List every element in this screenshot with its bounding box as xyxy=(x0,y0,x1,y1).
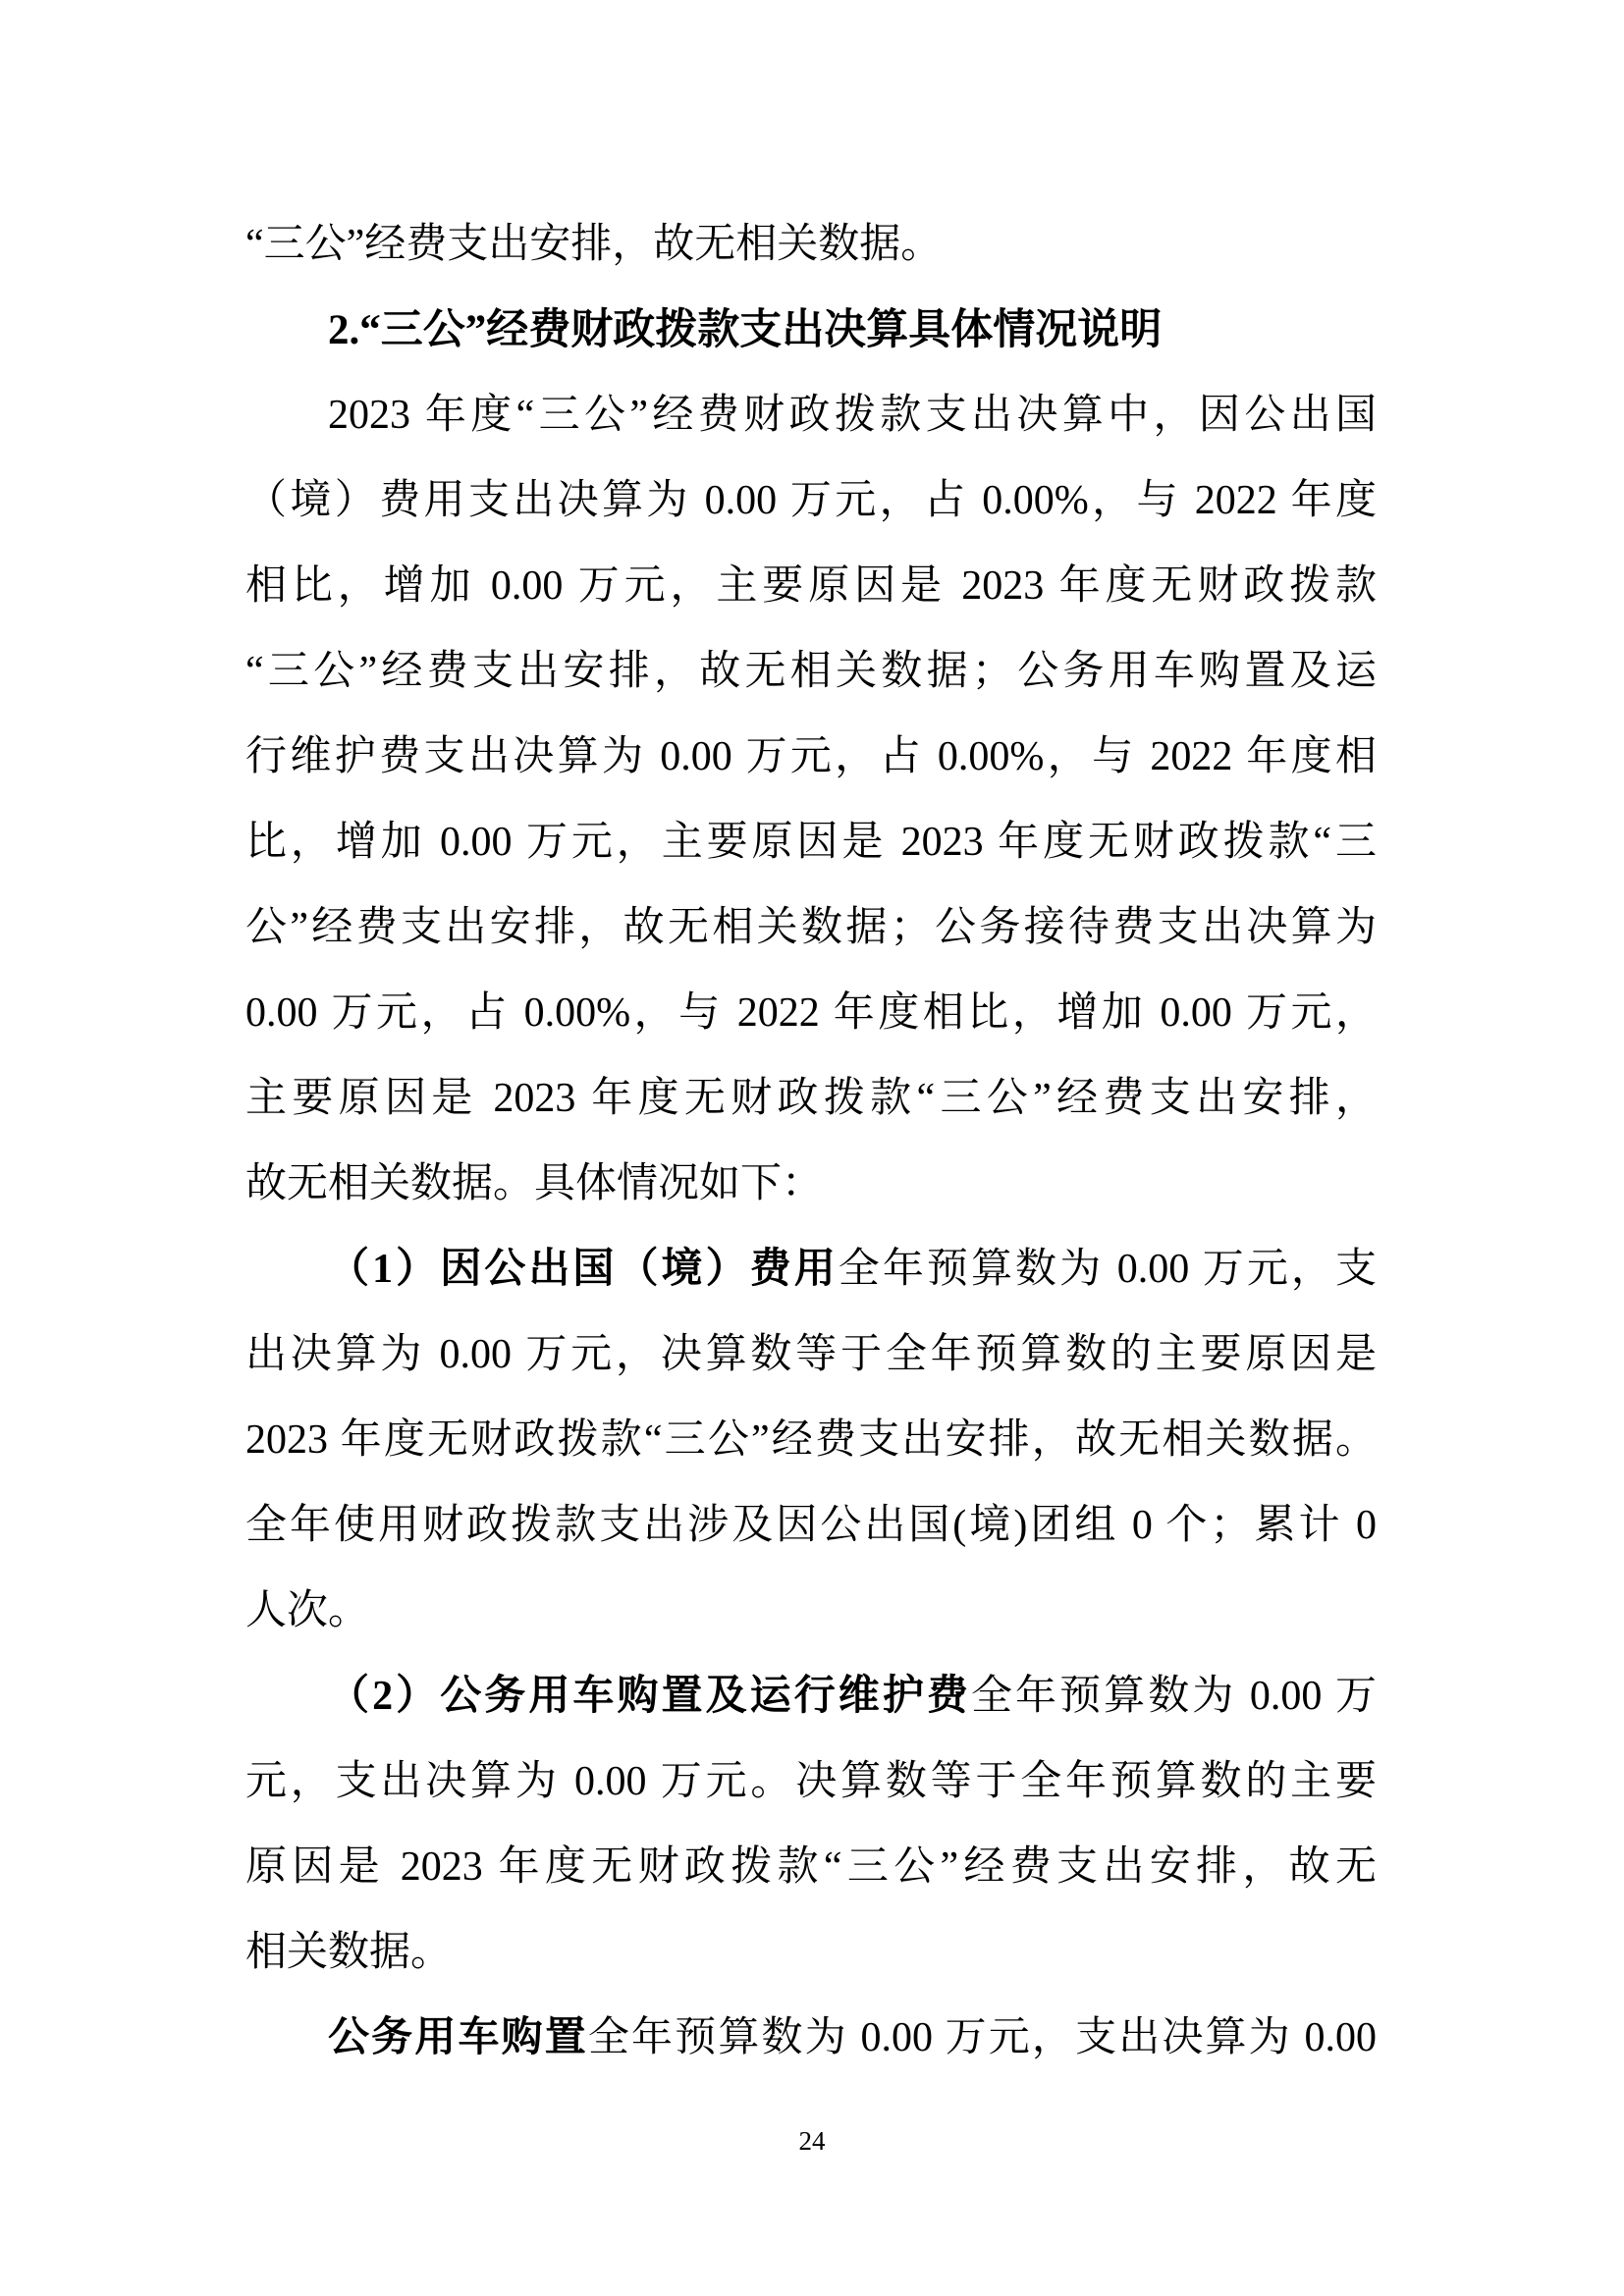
text-segment: 故无相关数据。具体情况如下： xyxy=(245,1161,824,1206)
text-segment: 全年预算数为 0.00 万元，支 xyxy=(838,1247,1377,1292)
text-segment: 全年预算数为 0.00 万 xyxy=(970,1674,1377,1719)
text-segment: 公”经费支出安排，故无相关数据；公务接待费支出决算为 xyxy=(245,905,1377,950)
text-line xyxy=(245,1056,1377,1142)
text-segment: 元，支出决算为 0.00 万元。决算数等于全年预算数的主要 xyxy=(245,1759,1377,1804)
text-segment: “三公”经费支出安排，故无相关数据。 xyxy=(245,222,943,267)
text-line xyxy=(245,1739,1377,1825)
text-segment: （境）费用支出决算为 0.00 万元，占 0.00%，与 2022 年度 xyxy=(245,478,1377,523)
text-segment: 人次。 xyxy=(245,1588,370,1633)
text-segment: 行维护费支出决算为 0.00 万元，占 0.00%，与 2022 年度相 xyxy=(245,734,1377,779)
text-line xyxy=(245,458,1377,544)
text-segment: 出决算为 0.00 万元，决算数等于全年预算数的主要原因是 xyxy=(245,1332,1377,1377)
text-line xyxy=(245,885,1377,971)
text-line xyxy=(245,1910,1377,1996)
text-line xyxy=(245,1142,1377,1227)
text-line xyxy=(245,715,1377,800)
text-segment: 相比，增加 0.00 万元，主要原因是 2023 年度无财政拨款 xyxy=(245,563,1377,609)
text-segment: 2023 年度“三公”经费财政拨款支出决算中，因公出国 xyxy=(328,393,1377,438)
text-line xyxy=(245,1398,1377,1483)
text-line xyxy=(245,1483,1377,1569)
bold-text-segment: 2.“三公”经费财政拨款支出决算具体情况说明 xyxy=(328,307,1163,353)
text-line xyxy=(245,1654,1377,1739)
text-segment: 全年预算数为 0.00 万元，支出决算为 0.00 xyxy=(587,2015,1377,2060)
document-body xyxy=(245,202,1377,2081)
text-line xyxy=(245,1825,1377,1910)
text-line xyxy=(245,1996,1377,2081)
page-number: 24 xyxy=(798,2126,826,2156)
text-line xyxy=(245,1227,1377,1312)
text-segment: “三公”经费支出安排，故无相关数据；公务用车购置及运 xyxy=(245,649,1377,694)
text-line xyxy=(245,800,1377,885)
text-segment: 相关数据。 xyxy=(245,1930,453,1975)
text-segment: 0.00 万元，占 0.00%，与 2022 年度相比，增加 0.00 万元， xyxy=(245,990,1377,1036)
text-line xyxy=(245,373,1377,458)
text-line xyxy=(245,202,1377,288)
bold-text-segment: 公务用车购置 xyxy=(328,2015,588,2060)
text-segment: 主要原因是 2023 年度无财政拨款“三公”经费支出安排， xyxy=(245,1076,1377,1121)
text-segment: 比，增加 0.00 万元，主要原因是 2023 年度无财政拨款“三 xyxy=(245,820,1377,865)
text-line xyxy=(245,1312,1377,1398)
bold-text-segment: （2）公务用车购置及运行维护费 xyxy=(328,1674,971,1719)
text-segment: 全年使用财政拨款支出涉及因公出国(境)团组 0 个；累计 0 xyxy=(245,1503,1377,1548)
bold-text-segment: （1）因公出国（境）费用 xyxy=(328,1247,839,1292)
text-segment: 2023 年度无财政拨款“三公”经费支出安排，故无相关数据。 xyxy=(245,1417,1377,1463)
text-line xyxy=(245,1569,1377,1654)
section-heading xyxy=(245,288,1377,373)
text-segment: 原因是 2023 年度无财政拨款“三公”经费支出安排，故无 xyxy=(245,1844,1377,1890)
text-line xyxy=(245,629,1377,715)
text-line xyxy=(245,971,1377,1056)
text-line xyxy=(245,544,1377,629)
